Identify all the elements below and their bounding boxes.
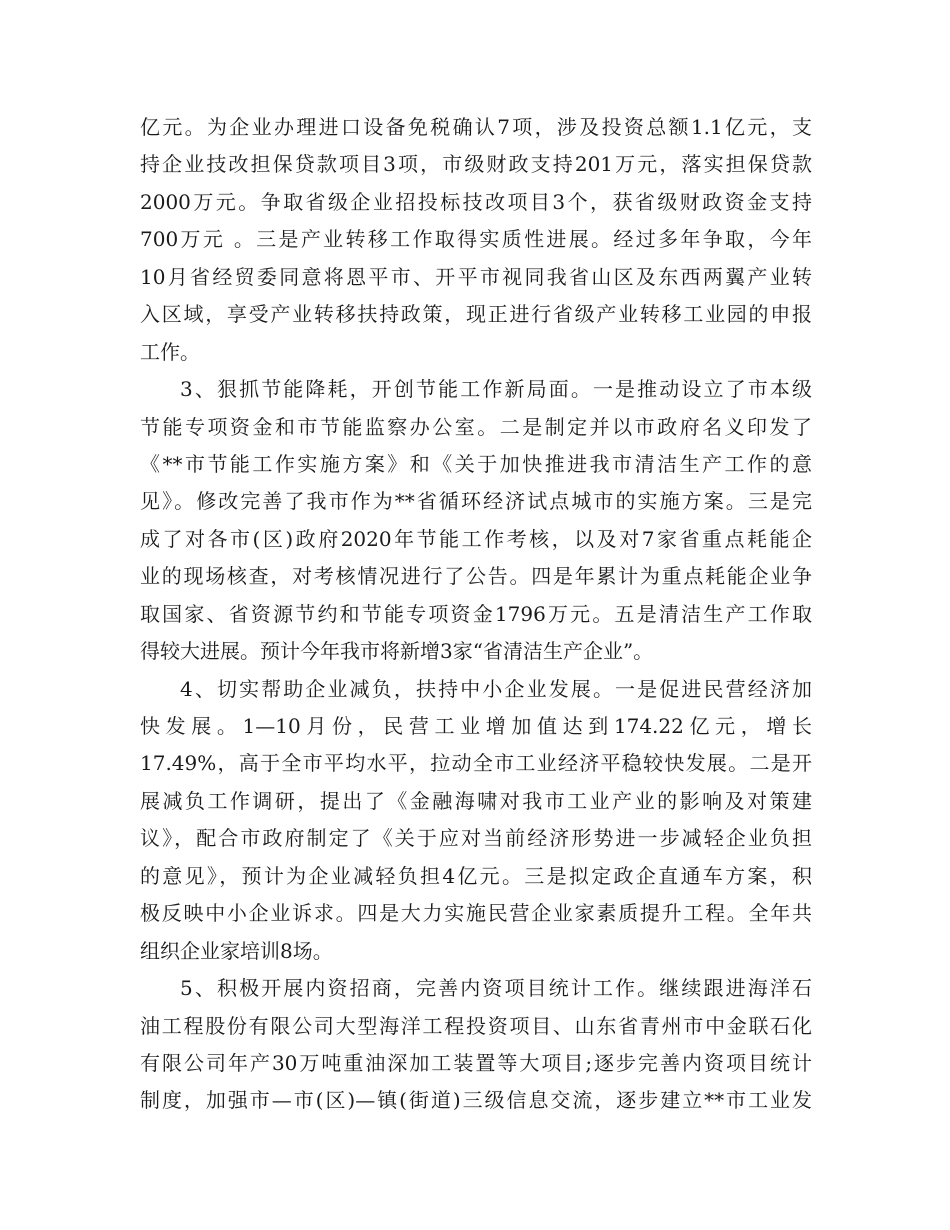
text-line: 节能专项资金和市节能监察办公室。二是制定并以市政府名义印发了	[140, 414, 812, 439]
text-line: 700万元 。三是产业转移工作取得实质性进展。经过多年争取，今年	[140, 227, 812, 252]
text-line: 快发展。1—10月份，民营工业增加值达到174.22亿元，增长	[140, 714, 812, 738]
text-line: 有限公司年产30万吨重油深加工装置等大项目;逐步完善内资项目统计	[140, 1050, 812, 1075]
text-line: 入区域，享受产业转移扶持政策，现正进行省级产业转移工业园的申报	[140, 302, 812, 327]
text-line: 10月省经贸委同意将恩平市、开平市视同我省山区及东西两翼产业转	[140, 264, 812, 289]
text-line: 亿元。为企业办理进口设备免税确认7项，涉及投资总额1.1亿元，支	[140, 115, 812, 139]
text-line: 工作。	[140, 339, 200, 364]
text-line: 议》，配合市政府制定了《关于应对当前经济形势进一步减轻企业负担	[140, 826, 812, 851]
text-line: 17.49%，高于全市平均水平，拉动全市工业经济平稳较快发展。二是开	[140, 751, 812, 776]
text-line: 得较大进展。预计今年我市将新增3家“省清洁生产企业”。	[140, 639, 654, 664]
text-line: 2000万元。争取省级企业招投标技改项目3个，获省级财政资金支持	[140, 189, 812, 214]
text-line: 《**市节能工作实施方案》和《关于加快推进我市清洁生产工作的意	[140, 451, 812, 476]
text-line: 业的现场核查，对考核情况进行了公告。四是年累计为重点耗能企业争	[140, 564, 812, 589]
text-line: 成了对各市(区)政府2020年节能工作考核，以及对7家省重点耗能企	[140, 526, 812, 551]
text-line: 组织企业家培训8场。	[140, 938, 333, 963]
text-line: 极反映中小企业诉求。四是大力实施民营企业家素质提升工程。全年共	[140, 901, 812, 926]
text-line: 见》。修改完善了我市作为**省循环经济试点城市的实施方案。三是完	[140, 489, 812, 514]
paragraph-first-line: 4、切实帮助企业减负，扶持中小企业发展。一是促进民营经济加	[180, 676, 812, 701]
text-line: 取国家、省资源节约和节能专项资金1796万元。五是清洁生产工作取	[140, 601, 812, 626]
text-line: 的意见》，预计为企业减轻负担4亿元。三是拟定政企直通车方案，积	[140, 863, 812, 888]
text-line: 油工程股份有限公司大型海洋工程投资项目、山东省青州市中金联石化	[140, 1013, 812, 1038]
paragraph-first-line: 3、狠抓节能降耗，开创节能工作新局面。一是推动设立了市本级	[180, 377, 812, 402]
document-body	[140, 109, 812, 1120]
text-line: 持企业技改担保贷款项目3项，市级财政支持201万元，落实担保贷款	[140, 152, 812, 177]
text-line: 展减负工作调研，提出了《金融海啸对我市工业产业的影响及对策建	[140, 788, 812, 813]
paragraph-first-line: 5、积极开展内资招商，完善内资项目统计工作。继续跟进海洋石	[180, 976, 812, 1001]
text-line: 制度，加强市—市(区)—镇(街道)三级信息交流，逐步建立**市工业发	[140, 1088, 812, 1113]
